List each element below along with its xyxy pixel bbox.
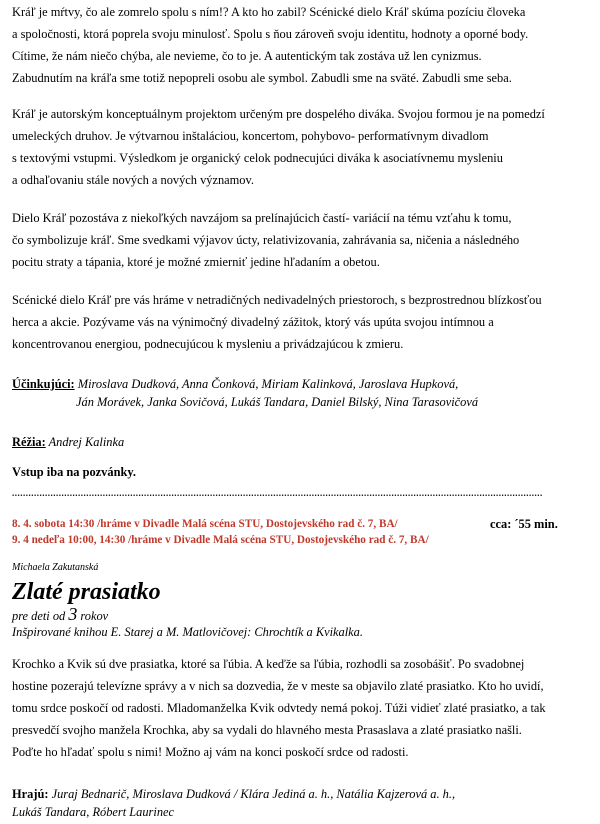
text-line: Zabudnutím na kráľa sme totiž nepopreli osobu ale symbol. Zabudli sme na sväté. Zabudli sme seba. <box>12 71 512 85</box>
text-line: s textovými vstupmi. Výsledkom je organický celok podnecujúci diváka k asociatívnemu mysleniu <box>12 151 503 165</box>
cast-line-2: Ján Morávek, Janka Sovičová, Lukáš Tandara, Daniel Bilský, Nina Tarasovičová <box>76 395 479 409</box>
schedule-line-1: 8. 4. sobota 14:30 /hráme v Divadle Malá scéna STU, Dostojevského rad č. 7, BA/ <box>12 518 398 530</box>
text-line: pocitu straty a tápania, ktoré je možné zmierniť jedine hľadaním a obetou. <box>12 255 380 269</box>
text-line: čo symbolizuje kráľ. Sme svedkami výjavov úcty, relativizovania, zahrávania sa, ničenia a následného <box>12 233 520 247</box>
age-number: 3 <box>68 604 78 624</box>
director-line <box>12 434 124 450</box>
cast2-line-2: Lukáš Tandara, Róbert Laurinec <box>12 805 175 819</box>
age-suffix: rokov <box>77 609 109 623</box>
cast-names: Miroslava Dudková, Anna Čonková, Miriam Kalinková, Jaroslava Hupková, <box>74 377 459 391</box>
text-line: presvedčí svojho manžela Krochka, aby sa vydali do hlavného mesta Prasaslava a zlaté prasiatko našli. <box>12 723 522 737</box>
text-line: a odhaľovaniu stále nových a nových významov. <box>12 173 254 187</box>
text-line: Kráľ je autorským konceptuálnym projektom určeným pre dospelého diváka. Svojou formou je na pomedzí <box>12 107 545 121</box>
text-line: Krochko a Kvik sú dve prasiatka, ktoré sa ľúbia. A keďže sa ľúbia, rozhodli sa zosobášiť. Po svadobnej <box>12 657 525 671</box>
text-line: tomu srdce poskočí od radosti. Mladomanželka Kvik odvtedy nemá pokoj. Túži vidieť zlaté prasiatko, a tak <box>12 701 546 715</box>
text-line: Cítime, že nám niečo chýba, ale nevieme, čo to je. A autentickým tak zostáva už len cynizmus. <box>12 49 482 63</box>
text-line: Poďte ho hľadať spolu s nimi! Možno aj vám na konci poskočí srdce od radosti. <box>12 745 409 759</box>
text-line: Kráľ je mŕtvy, čo ale zomrelo spolu s ním!? A kto ho zabil? Scénické dielo Kráľ skúma pozíciu človeka <box>12 5 526 19</box>
cast2-label: Hrajú: <box>12 787 49 801</box>
schedule-line-2: 9. 4 nedeľa 10:00, 14:30 /hráme v Divadle Malá scéna STU, Dostojevského rad č. 7, BA/ <box>12 534 429 546</box>
cast2-line-1 <box>12 786 455 802</box>
director-label: Réžia: <box>12 435 46 449</box>
duration: cca: ´55 min. <box>490 517 558 531</box>
cast-label: Účinkujúci: <box>12 377 75 391</box>
invite-note: Vstup iba na pozvánky. <box>12 465 136 479</box>
cast2-names: Juraj Bednarič, Miroslava Dudková / Klára Jediná a. h., Natália Kajzerová a. h., <box>48 787 456 801</box>
text-line: herca a akcie. Pozývame vás na výnimočný divadelný zážitok, ktorý vás upúta svojou intímnou a <box>12 315 494 329</box>
dotted-separator: ................................................................................................................................................................................................. <box>12 488 543 498</box>
text-line: koncentrovanou energiou, podnecujúcou k mysleniu a privádzajúcou k zmieru. <box>12 337 404 351</box>
text-line: a spoločnosti, ktorá poprela svoju minulosť. Spolu s ňou zároveň svoju identitu, hodnoty a oporné body. <box>12 27 529 41</box>
author: Michaela Zakutanská <box>12 562 99 573</box>
text-line: Dielo Kráľ pozostáva z niekoľkých navzájom sa prelínajúcich častí- variácií na tému vzťahu k tomu, <box>12 211 512 225</box>
text-line: hostine pozerajú televízne správy a v nich sa dozvedia, že v meste sa objavilo zlaté prasiatko. Kto ho uvidí, <box>12 679 544 693</box>
show-title: Zlaté prasiatko <box>12 579 161 605</box>
text-line: umeleckých druhov. Je výtvarnou inštaláciou, koncertom, pohybovo- performatívnym divadlom <box>12 129 489 143</box>
text-line: Scénické dielo Kráľ pre vás hráme v netradičných nedivadelných priestoroch, s bezprostrednou blízkosťou <box>12 293 542 307</box>
age-line <box>12 606 108 624</box>
cast-line-1 <box>12 376 458 392</box>
inspired-line: Inšpirované knihou E. Starej a M. Matlovičovej: Chrochtík a Kvikalka. <box>12 625 363 639</box>
director-name: Andrej Kalinka <box>45 435 125 449</box>
age-prefix: pre deti od <box>12 609 69 623</box>
